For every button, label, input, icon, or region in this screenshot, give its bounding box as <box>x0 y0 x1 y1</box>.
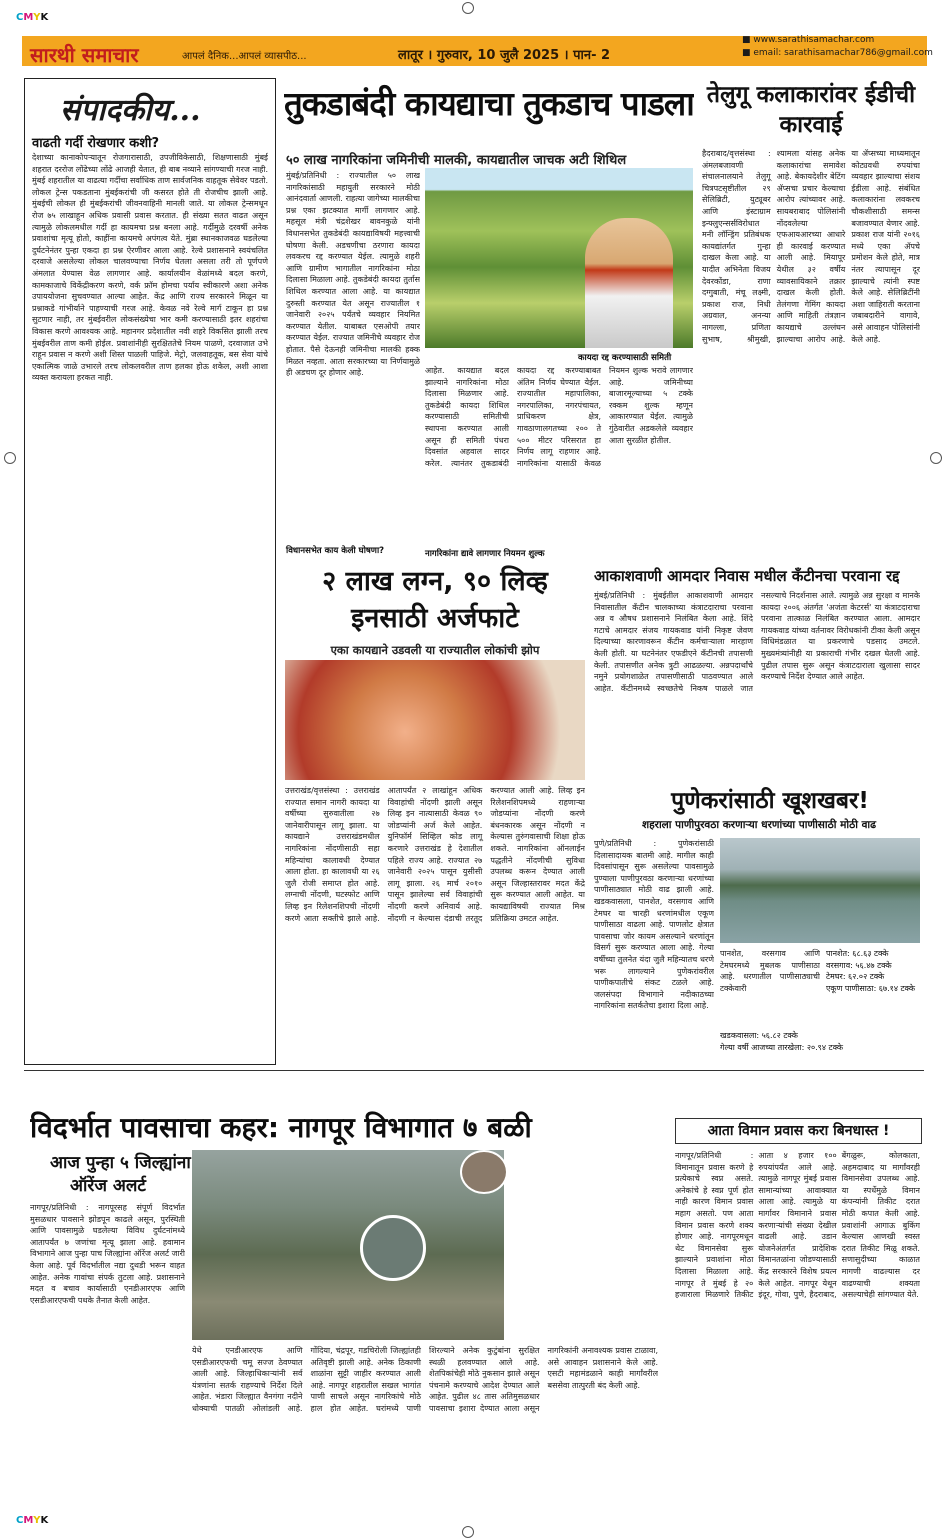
marriage-headline-2: इनसाठी अर्जफाटे <box>351 603 519 634</box>
telugu-headline: तेलुगू कलाकारांवर ईडीची कारवाई <box>706 82 916 138</box>
pune-stat-panshet: पानशेत: ६८.६३ टक्के <box>826 949 889 958</box>
flight-headline: आता विमान प्रवास करा बिनधास्त ! <box>675 1118 922 1144</box>
wedding-photo <box>285 660 585 780</box>
vidarbha-body-right: येथे एनडीआरएफ आणि एसडीआरएफची चमू सज्ज ठेवण्यात आली आहे. जिल्हाधिकाऱ्यांनी सर्व यंत्रणांना सतर्क राहण्याचे निर्देश दिले आहेत. भंडारा जिल्ह्यात वैनगंगा नदीने धोक्याची पातळी ओलांडली आहे. गोंदिया, चंद्रपूर, गडचिरोली जिल्ह्यांतही अतिवृष्टी झाली आहे. अनेक ठिकाणी शाळांना सुट्टी जाहीर करण्यात आली आहे. नागपूर शहरातील सखल भागांत पाणी साचले असून नागरिकांचे मोठे हाल होत आहेत. घरांमध्ये पाणी शिरल्याने अनेक कुटुंबांना सुरक्षित स्थळी हलवण्यात आले आहे. शेतपिकांचेही मोठे नुकसान झाले असून पंचनामे करण्याचे आदेश देण्यात आले आहेत. पुढील ४८ तास अतिमुसळधार पावसाचा इशारा देण्यात आला असून नागरिकांनी अनावश्यक प्रवास टाळावा, असे आवाहन प्रशासनाने केले आहे. एसटी महामंडळाने काही मार्गांवरील बससेवा तात्पुरती बंद केली आहे. <box>192 1346 658 1413</box>
registration-mark-icon <box>462 2 474 14</box>
masthead-dateline: लातूर । गुरुवार, 10 जुलै 2025 । पान- 2 <box>398 48 611 63</box>
minister-portrait <box>585 218 673 348</box>
pune-stats-labels: पानशेत, वरसगाव आणि टेमघरमध्ये मुबलक पाणीसाठा आहे. धरणातील पाणीसाठ्याची टक्केवारी <box>720 949 820 993</box>
pune-stat-khadakwasla: खडकवासला: ५६.८२ टक्के <box>720 1031 798 1040</box>
tukdabandi-photo-caption: कायदा रद्द करण्यासाठी समिती <box>578 353 672 363</box>
vidarbha-subheadline-2: ऑरेंज अलर्ट <box>70 1176 146 1196</box>
pune-subheadline: शहराला पाणीपुरवठा करणाऱ्या धरणांच्या पाणीसाठी मोठी वाढ <box>641 819 877 831</box>
tukdabandi-subhead-2: नागरिकांना द्यावे लागणार नियमन शुल्क <box>425 549 545 559</box>
tukdabandi-body-left: मुंबई/प्रतिनिधी : राज्यातील ५० लाख नागरिकांसाठी महायुती सरकारने मोठी आनंदवार्ता आणली. राहत्या जागेच्या मालकीचा प्रश्न एका झटक्यात मार्गी लागणार आहे. महसूल मंत्री चंद्रशेखर बावनकुळे यांनी विधानसभेत तुकडेबंदी कायद्याविषयी महत्त्वाची घोषणा केली. अडचणीचा ठरणारा कायदा लवकरच रद्द करण्यात येईल. त्यामुळे शहरी आणि ग्रामीण भागातील नागरिकांना मोठा दिलासा मिळाला आहे. तुकडेबंदी कायदा तुर्तास शिथिल करण्यात आला आहे. या कायद्यात दुरुस्ती करण्यात येत असून राज्यातील १ जानेवारी २०२५ पर्यंतचे व्यवहार नियमित करण्यात येतील. याबाबत एसओपी तयार करण्यात येईल. राज्यात जमिनीचे व्यवहार रोज होतात. पैसे देऊनही जमिनीचा मालकी हक्क मिळत नव्हता. आता सरकारच्या या निर्णयामुळे ही अडचण दूर होणार आहे. <box>286 171 420 378</box>
cmyk-mark-top: CMYK <box>16 12 49 23</box>
marriage-headline-1: २ लाख लग्न, ९० लिव्ह <box>322 566 548 597</box>
registration-mark-icon <box>4 452 16 464</box>
editorial-headline: वाढती गर्दी रोखणार कशी? <box>32 136 159 151</box>
canteen-body: मुंबई/प्रतिनिधी : मुंबईतील आकाशवाणी आमदार निवासातील कँटीन चालकाच्या कंत्राटदाराचा परवाना अन्न व औषध प्रशासनाने निलंबित केला आहे. शिंदे गटाचे आमदार संजय गायकवाड यांनी निकृष्ट जेवण दिल्याच्या कारणावरून कँटीन कर्मचाऱ्याला मारहाण केली होती. या घटनेनंतर एफडीएने कँटीनची तपासणी केली. तपासणीत अनेक त्रुटी आढळल्या. अन्नपदार्थांचे नमुने प्रयोगशाळेत तपासणीसाठी पाठवण्यात आले आहेत. कँटीनमध्ये स्वच्छतेचे निकष पाळले जात नसल्याचे निदर्शनास आले. त्यामुळे अन्न सुरक्षा व मानके कायदा २००६ अंतर्गत 'अजंता केटरर्स' या कंत्राटदाराचा परवाना तात्काळ निलंबित करण्यात आला. आमदार गायकवाड यांच्या वर्तनावर विरोधकांनी टीका केली असून विधिमंडळात या प्रकरणाचे पडसाद उमटले. मुख्यमंत्र्यांनीही या प्रकाराची गंभीर दखल घेतली आहे. पुढील तपास सुरू असून कंत्राटदाराला खुलासा सादर करण्याचे निर्देश देण्यात आले आहेत. <box>594 591 920 693</box>
vidarbha-body-left: नागपूर/प्रतिनिधी : नागपूरसह संपूर्ण विदर्भात मुसळधार पावसाने झोडपून काढले असून, पुरस्थिती आणि पावसामुळे घडलेल्या विविध दुर्घटनांमध्ये आतापर्यंत ७ जणांचा मृत्यू झाला आहे. हवामान विभागाने आज पुन्हा पाच जिल्ह्यांना ऑरेंज अलर्ट जारी केला आहे. पूर्व विदर्भातील नद्या दुथडी भरून वाहत आहेत. अनेक गावांचा संपर्क तुटला आहे. प्रशासनाने मदत व बचाव कार्यासाठी एनडीआरएफ आणि एसडीआरएफची पथके तैनात केली आहेत. <box>30 1203 185 1305</box>
marriage-subheadline: एका कायद्याने उडवली या राज्यातील लोकांची झोप <box>330 643 540 657</box>
cmyk-mark-bottom: CMYK <box>16 1515 49 1526</box>
registration-mark-icon <box>930 452 942 464</box>
canteen-headline: आकाशवाणी आमदार निवास मधील कँटीनचा परवाना रद्द <box>594 567 900 585</box>
tukdabandi-subhead-1: विधानसभेत काय केली घोषणा? <box>286 546 385 556</box>
pune-stat-total: एकूण पाणीसाठा: ६७.१४ टक्के <box>826 983 916 993</box>
telugu-body: हैदराबाद/वृत्तसंस्था : अंमलबजावणी संचालनालयाने तेलुगू चित्रपटसृष्टीतील २९ सेलिब्रिटी, युट्यूबर आणि इंस्टाग्राम इन्फ्लुएन्सर्सविरोधात मनी लॉन्ड्रिंग प्रतिबंधक कायद्यांतर्गत गुन्हा दाखल केला आहे. या यादीत अभिनेता विजय देवरकोंडा, राणा दग्गुबाती, मंचू लक्ष्मी, प्रकाश राज, निधी अग्रवाल, अनन्या नागल्ला, प्रणिता सुभाष, श्रीमुखी, श्यामला यांसह अनेक कलाकारांचा समावेश आहे. बेकायदेशीर बेटिंग ॲप्सचा प्रचार केल्याचा आरोप त्यांच्यावर आहे. सायबराबाद पोलिसांनी नोंदवलेल्या एफआयआरच्या आधारे ही कारवाई करण्यात आली आहे. मियापूर येथील ३२ वर्षीय व्यावसायिकाने तक्रार दाखल केली होती. तेलंगणा गेमिंग कायदा आणि माहिती तंत्रज्ञान कायद्याचे उल्लंघन झाल्याचा आरोप आहे. या ॲप्सच्या माध्यमातून कोट्यवधी रुपयांचा व्यवहार झाल्याचा संशय ईडीला आहे. संबंधित कलाकारांना लवकरच चौकशीसाठी समन्स बजावण्यात येणार आहे. प्रकाश राज यांनी २०१६ मध्ये एका ॲपचे प्रमोशन केले होते, मात्र नंतर त्यापासून दूर झाल्याचे त्यांनी स्पष्ट केले आहे. सेलिब्रिटींनी अशा जाहिराती करताना जबाबदारीने वागावे, असे आवाहन पोलिसांनी केले आहे. <box>702 149 920 344</box>
marriage-body: उत्तराखंड/वृत्तसंस्था : उत्तराखंड राज्यात समान नागरी कायदा या वर्षीच्या सुरुवातीला २७ जानेवारीपासून लागू झाला. या कायद्याने उत्तराखंडमधील नागरिकांना नोंदणीसाठी सहा महिन्यांचा कालावधी देण्यात आला होता. हा कालावधी या २६ जुलै रोजी समाप्त होत आहे. लग्नाची नोंदणी, घटस्फोट आणि लिव्ह इन रिलेशनशिपची नोंदणी करणे आता सक्तीचे झाले आहे. आतापर्यंत २ लाखांहून अधिक विवाहांची नोंदणी झाली असून लिव्ह इन नात्यासाठी केवळ ९० जोडप्यांनी अर्ज केले आहेत. युनिफॉर्म सिव्हिल कोड लागू करणारे उत्तराखंड हे देशातील पहिले राज्य आहे. राज्यात २७ जानेवारी २०२५ पासून युसीसी लागू झाला. २६ मार्च २०१० पासून झालेल्या सर्व विवाहांची नोंदणी करणे अनिवार्य आहे. नोंदणी न केल्यास दंडाची तरतूद करण्यात आली आहे. लिव्ह इन रिलेशनशिपमध्ये राहणाऱ्या जोडप्यांना नोंदणी करणे बंधनकारक असून नोंदणी न केल्यास तुरुंगवासाची शिक्षा होऊ शकते. नागरिकांना ऑनलाईन पद्धतीने नोंदणीची सुविधा उपलब्ध करून देण्यात आली असून जिल्हास्तरावर मदत केंद्रे सुरू करण्यात आली आहेत. या कायद्याविषयी राज्यात मिश्र प्रतिक्रिया उमटत आहेत. <box>285 786 585 923</box>
flood-photo <box>192 1150 504 1340</box>
mail-icon: ■ <box>742 48 754 58</box>
vidarbha-subheadline-1: आज पुन्हा ५ जिल्ह्यांना <box>50 1153 191 1173</box>
tukdabandi-headline: तुकडाबंदी कायद्याचा तुकडाच पाडला <box>284 84 694 123</box>
pune-stat-last-year: गेल्या वर्षी आजच्या तारखेला: २०.९४ टक्के <box>720 1042 844 1052</box>
email-link[interactable]: email: sarathisamachar786@gmail.com <box>753 48 933 58</box>
crowd-inset-photo <box>460 1150 508 1194</box>
pune-headline: पुणेकरांसाठी खूशखबर! <box>671 788 869 814</box>
flight-body: नागपूर/प्रतिनिधी : विमानातून प्रवास करणे हे प्रत्येकाचे स्वप्न असते. अनेकांचे हे स्वप्न पूर्ण होत नाही कारण विमान प्रवास महाग असतो. पण आता विमान प्रवास करणे शक्य होणार आहे. नागपूरमधून थेट विमानसेवा सुरू झाल्याने प्रवाशांना मोठा दिलासा मिळाला आहे. नागपूर ते मुंबई हे २० हजाराला मिळणारे तिकीट आता ४ हजार १०० रुपयांपर्यंत आले आहे. त्यामुळे नागपूर मुंबई प्रवास सामान्यांच्या आवाक्यात आला आहे. त्यामुळे या मार्गावर विमानाने प्रवास करणाऱ्यांची संख्या देखील वाढली आहे. उडान योजनेअंतर्गत प्रादेशिक विमानतळांना जोडण्यासाठी केंद्र सरकारने विशेष प्रयत्न केले आहेत. नागपूर येथून इंदूर, गोवा, पुणे, हैदराबाद, बेंगळुरू, कोलकाता, अहमदाबाद या मार्गांवरही विमानसेवा उपलब्ध आहे. या स्पर्धेमुळे विमान कंपन्यांनी तिकीट दरात मोठी कपात केली आहे. प्रवाशांनी आगाऊ बुकिंग केल्यास आणखी स्वस्त दरात तिकीट मिळू शकते. सणासुदीच्या काळात मागणी वाढल्यास दर वाढण्याची शक्यता असल्याचेही सांगण्यात येते. <box>675 1151 920 1300</box>
vidarbha-headline: विदर्भात पावसाचा कहर: नागपूर विभागात ७ बळी <box>30 1111 532 1144</box>
pune-body: पुणे/प्रतिनिधी : पुणेकरांसाठी दिलासादायक बातमी आहे. मागील काही दिवसांपासून सुरू असलेल्या पावसामुळे पुण्याला पाणीपुरवठा करणाऱ्या धरणांच्या पाणीसाठ्यात मोठी वाढ झाली आहे. खडकवासला, पानशेत, वरसगाव आणि टेमघर या चारही धरणांमधील एकूण पाणीसाठा वाढला आहे. पाणलोट क्षेत्रात पावसाचा जोर कायम असल्याने धरणांतून विसर्ग सुरू करण्यात आला आहे. गेल्या वर्षीच्या तुलनेत यंदा जुलै महिन्यातच धरणे भरू लागल्याने पुणेकरांवरील पाणीकपातीचे संकट टळले आहे. जलसंपदा विभागाने नदीकाठच्या नागरिकांना सतर्कतेचा इशारा दिला आहे. <box>594 839 714 1011</box>
registration-mark-icon <box>462 1526 474 1538</box>
masthead-tagline: आपलं दैनिक...आपलं व्यासपीठ... <box>182 51 307 62</box>
website-link[interactable]: www.sarathisamachar.com <box>753 35 875 45</box>
rescue-inset-photo <box>360 1215 426 1281</box>
masthead-contact <box>742 34 933 60</box>
tukdabandi-subheadline: ५० लाख नागरिकांना जमिनीची मालकी, कायद्यातील जाचक अटी शिथिल <box>286 153 627 168</box>
globe-icon: ■ <box>742 35 754 45</box>
masthead-logo: सारथी समाचार <box>30 43 139 67</box>
dam-photo <box>720 838 920 943</box>
tukdabandi-body-right: आहेत. कायद्यात बदल झाल्याने नागरिकांना मोठा दिलासा मिळणार आहे. तुकडेबंदी कायदा शिथिल करण्यासाठी समितीची स्थापना करण्यात आली असून ही समिती पंधरा दिवसांत अहवाल सादर करेल. त्यानंतर तुकडाबंदी कायदा रद्द करण्याबाबत अंतिम निर्णय घेण्यात येईल. राज्यातील महापालिका, नगरपालिका, नगरपंचायत, प्राधिकरण क्षेत्र, गावठाणालगतच्या २०० ते ५०० मीटर परिसरात हा निर्णय लागू राहणार आहे. नागरिकांना यासाठी केवळ नियमन शुल्क भरावे लागणार आहे. जमिनीच्या बाजारमूल्याच्या ५ टक्के रक्कम शुल्क म्हणून आकारण्यात येईल. त्यामुळे गुंठेवारीत अडकलेले व्यवहार आता सुरळीत होतील. <box>425 366 693 468</box>
section-divider <box>24 1070 924 1071</box>
editorial-section-title: संपादकीय... <box>60 93 201 128</box>
editorial-body: देशाच्या कानाकोपऱ्यातून रोजगारासाठी, उपजीविकेसाठी, शिक्षणासाठी मुंबई शहरात दररोज लोंढेच्या लोंढे आजही येतात, ही बाब नव्याने सांगण्याची गरज नाही. मुंबई शहरातील या वाढत्या गर्दीचा सर्वाधिक ताण सार्वजनिक वाहतूक सेवेवर पडतो. लोकल ट्रेन्स पकडताना मुंबईकरांची जी कसरत होते ती रोजचीच झाली आहे. मुंबईची लोकल ही मुंबईकरांची जीवनवाहिनी मानली जाते. या लोकल ट्रेन्समधून रोज ७५ लाखाहून अधिक प्रवासी प्रवास करतात. ही संख्या सतत वाढत असून त्यामुळे लोकलमधील गर्दी हा कायमचा प्रश्न बनला आहे. गर्दीमुळे दरवर्षी अनेक प्रवाशांचा मृत्यू होतो, काहींना कायमचे अपंगत्व येते. मुंब्रा स्थानकाजवळ घडलेल्या दुर्घटनेनंतर पुन्हा एकदा हा प्रश्न ऐरणीवर आला आहे. रेल्वे प्रशासनाने स्वयंचलित दरवाजे असलेल्या लोकल चालवण्याचा निर्णय घेतला असला तरी तो पूर्णपणे अंमलात येण्यास वेळ लागणार आहे. कार्यालयीन वेळांमध्ये बदल करणे, कामकाजाचे विकेंद्रीकरण करणे, वर्क फ्रॉम होमचा पर्याय स्वीकारणे अशा अनेक उपाययोजना सुचवण्यात आल्या आहेत. केंद्र आणि राज्य सरकारने मिळून या प्रश्नाकडे गांभीर्याने पाहण्याची गरज आहे. केवळ नवे रेल्वे मार्ग टाकून हा प्रश्न सुटणार नाही, तर मुंबईवरील लोकसंख्येचा भार कमी करण्यासाठी इतर शहरांचा विकास करणे आवश्यक आहे. महानगर प्रदेशातील नवी शहरे विकसित झाली तरच मुंबईवरील ताण कमी होईल. प्रवाशांनीही सुरक्षिततेचे नियम पाळणे, दरवाजात उभे राहून प्रवास न करणे अशी शिस्त पाळली पाहिजे. मेट्रो, जलवाहतूक, बस सेवा यांचे एकात्मिक जाळे उभारले तरच लोकलवरील ताण हलका होऊ शकेल, अशी आशा व्यक्त करायला हरकत नाही. <box>32 153 268 383</box>
pune-stats <box>826 948 922 994</box>
pune-stats-bottom <box>720 1030 920 1053</box>
pune-stat-varasgaon: वरसगाव: ५६.४७ टक्के <box>826 960 892 970</box>
pune-stat-temghar: टेमघर: ६२.०२ टक्के <box>826 972 885 981</box>
